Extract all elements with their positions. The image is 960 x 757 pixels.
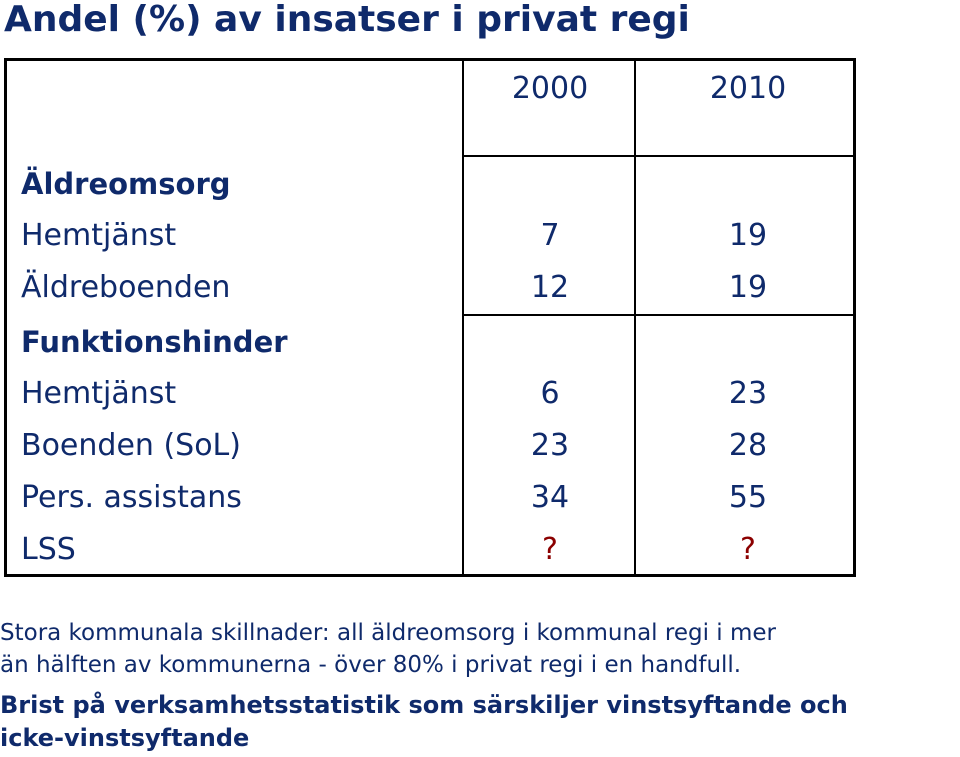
row-label: Boenden (SoL) bbox=[21, 428, 241, 463]
value-2000-unknown: ? bbox=[542, 532, 558, 567]
year-header-2010: 2010 bbox=[709, 71, 787, 106]
note-bold-line: icke-vinstsyftande bbox=[0, 724, 250, 752]
value-2010: 19 bbox=[728, 218, 768, 253]
value-2000: 6 bbox=[540, 376, 560, 411]
value-2000: 12 bbox=[530, 270, 570, 305]
note-line: än hälften av kommunerna - över 80% i privat regi i en handfull. bbox=[0, 652, 742, 678]
row-label: Pers. assistans bbox=[21, 480, 242, 515]
data-table bbox=[4, 58, 856, 577]
value-2000: 23 bbox=[530, 428, 570, 463]
value-2010: 55 bbox=[728, 480, 768, 515]
value-2000: 34 bbox=[530, 480, 570, 515]
value-2000: 7 bbox=[540, 218, 560, 253]
header-divider bbox=[462, 155, 853, 157]
section-header-funktionshinder: Funktionshinder bbox=[21, 325, 288, 359]
year-header-2000: 2000 bbox=[511, 71, 589, 106]
page-title: Andel (%) av insatser i privat regi bbox=[4, 0, 690, 40]
row-label: Äldreboenden bbox=[21, 270, 231, 305]
section-header-aldreomsorg: Äldreomsorg bbox=[21, 167, 231, 201]
section-divider bbox=[462, 314, 853, 316]
row-label: LSS bbox=[21, 532, 76, 567]
value-2010: 19 bbox=[728, 270, 768, 305]
value-2010-unknown: ? bbox=[740, 532, 756, 567]
value-2010: 28 bbox=[728, 428, 768, 463]
column-divider bbox=[462, 61, 464, 574]
value-2010: 23 bbox=[728, 376, 768, 411]
note-line: Stora kommunala skillnader: all äldreomsorg i kommunal regi i mer bbox=[0, 620, 776, 646]
row-label: Hemtjänst bbox=[21, 376, 177, 411]
row-label: Hemtjänst bbox=[21, 218, 177, 253]
note-bold-line: Brist på verksamhetsstatistik som särskiljer vinstsyftande och bbox=[0, 691, 848, 719]
